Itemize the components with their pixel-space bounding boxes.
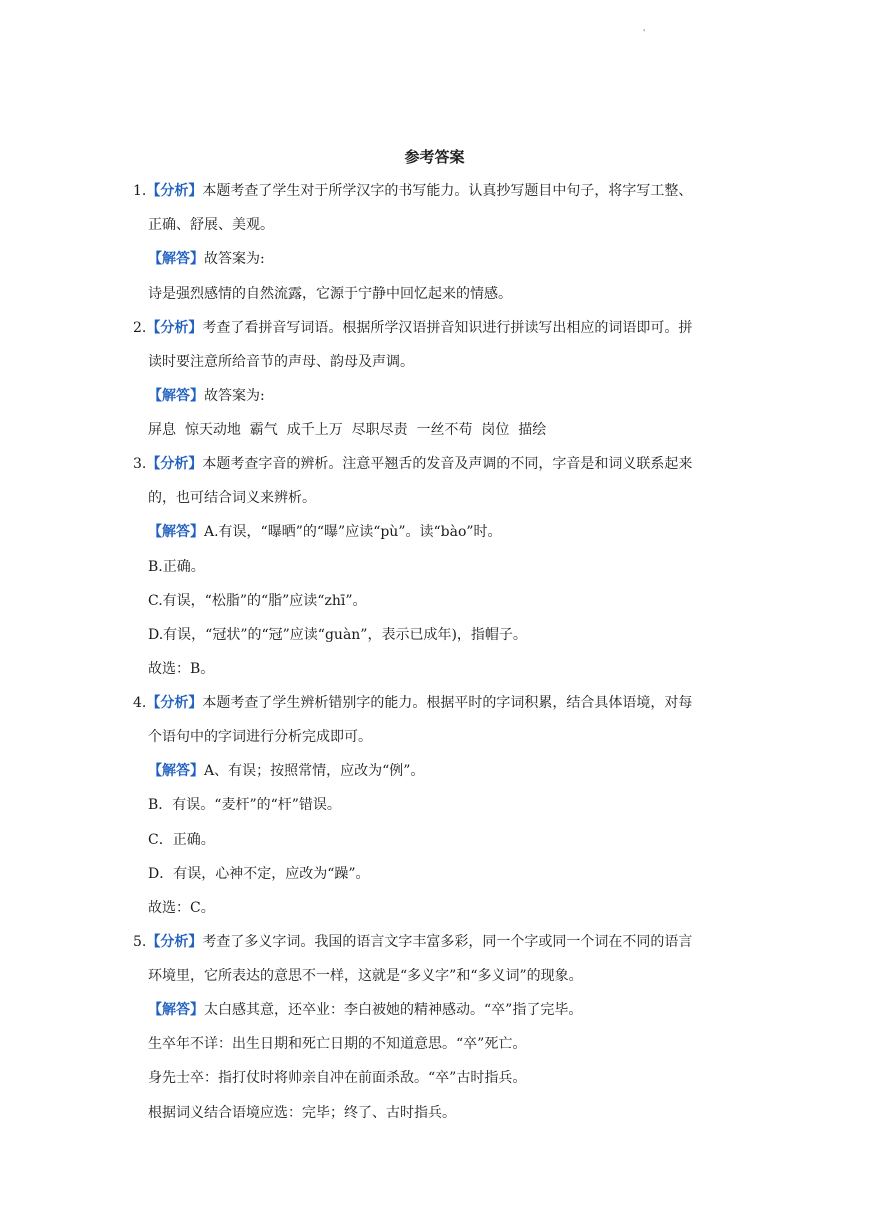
q1-analysis-text-1: 本题考查了学生对于所学汉字的书写能力。认真抄写题目中句子，将字写工整、: [202, 183, 693, 199]
q4-analysis-line-2: 个语句中的字词进行分析完成即可。: [148, 729, 372, 745]
q3-answer-tag: 【解答】: [148, 524, 204, 540]
q5-answer-line-1: [148, 999, 582, 1021]
q4-answer-text-1: A、有误；按照常情，应改为“例”。: [204, 763, 425, 779]
q1-answer-text-1: 故答案为:: [204, 251, 265, 267]
q5-analysis-tag: 【分析】: [146, 934, 203, 950]
q4-analysis-line-1: [133, 692, 692, 714]
q1-analysis-tag: 【分析】: [146, 183, 203, 199]
q2-number: 2.: [133, 320, 147, 336]
q4-analysis-text-1: 本题考查了学生辨析错别字的能力。根据平时的字词积累，结合具体语境，对每: [202, 695, 693, 711]
q1-answer-line-1: [148, 248, 265, 270]
q1-analysis-line-1: [133, 180, 692, 202]
q2-analysis-tag: 【分析】: [146, 320, 203, 336]
q1-answer-line-2: 诗是强烈感情的自然流露，它源于宁静中回忆起来的情感。: [148, 286, 512, 302]
q3-answer-text-1: A.有误，“曝晒”的“曝”应读“pù”。读“bào”时。: [204, 524, 502, 540]
q4-answer-line-1: [148, 760, 424, 782]
q4-answer-tag: 【解答】: [148, 763, 204, 779]
q4-number: 4.: [133, 695, 147, 711]
q5-answer-text-1: 太白感其意，还卒业：李白被她的精神感动。“卒”指了完毕。: [204, 1002, 583, 1018]
q4-answer-line-3: C．正确。: [148, 832, 215, 848]
q3-analysis-tag: 【分析】: [146, 456, 203, 472]
q5-answer-line-2: 生卒年不详：出生日期和死亡日期的不知道意思。“卒”死亡。: [148, 1036, 527, 1052]
q2-answer-text-1: 故答案为:: [204, 388, 265, 404]
q5-analysis-line-1: [133, 931, 692, 953]
q5-analysis-text-1: 考查了多义字词。我国的语言文字丰富多彩，同一个字或同一个词在不同的语言: [202, 934, 693, 950]
q2-answer-tag: 【解答】: [148, 388, 204, 404]
q3-answer-line-2: B.正确。: [148, 559, 205, 575]
q3-answer-line-1: [148, 521, 502, 543]
q4-answer-line-4: D．有误，心神不定，应改为“躁”。: [148, 866, 370, 882]
header-mark: ': [643, 28, 646, 37]
q4-answer-line-5: 故选：C。: [148, 900, 215, 916]
q3-analysis-text-1: 本题考查字音的辨析。注意平翘舌的发音及声调的不同，字音是和词义联系起来: [202, 456, 693, 472]
q5-answer-line-4: 根据词义结合语境应选：完毕；终了、古时指兵。: [148, 1105, 456, 1121]
q3-answer-line-4: D.有误，“冠状”的“冠”应读“guàn”，表示已成年)，指帽子。: [148, 627, 527, 643]
q5-answer-tag: 【解答】: [148, 1002, 204, 1018]
q1-number: 1.: [133, 183, 147, 199]
q5-number: 5.: [133, 934, 147, 950]
q2-analysis-line-2: 读时要注意所给音节的声母、韵母及声调。: [148, 354, 414, 370]
q1-analysis-line-2: 正确、舒展、美观。: [148, 217, 274, 233]
q4-answer-line-2: B．有误。“麦杆”的“杆”错误。: [148, 797, 341, 813]
q2-answer-line-2: 屏息 惊天动地 霸气 成千上万 尽职尽责 一丝不苟 岗位 描绘: [148, 422, 547, 438]
q3-answer-line-5: 故选：B。: [148, 661, 215, 677]
q2-analysis-text-1: 考查了看拼音写词语。根据所学汉语拼音知识进行拼读写出相应的词语即可。拼: [202, 320, 693, 336]
page-title: 参考答案: [404, 148, 465, 166]
q5-answer-line-3: 身先士卒：指打仗时将帅亲自冲在前面杀敌。“卒”古时指兵。: [148, 1070, 527, 1086]
q2-analysis-line-1: [133, 317, 692, 339]
q4-analysis-tag: 【分析】: [146, 695, 203, 711]
q3-analysis-line-1: [133, 453, 692, 475]
q5-analysis-line-2: 环境里，它所表达的意思不一样，这就是“多义字”和“多义词”的现象。: [148, 968, 583, 984]
q2-answer-line-1: [148, 385, 265, 407]
q3-number: 3.: [133, 456, 147, 472]
q1-answer-tag: 【解答】: [148, 251, 204, 267]
q3-analysis-line-2: 的，也可结合词义来辨析。: [148, 490, 316, 506]
q3-answer-line-3: C.有误，“松脂”的“脂”应读“zhī”。: [148, 593, 367, 609]
